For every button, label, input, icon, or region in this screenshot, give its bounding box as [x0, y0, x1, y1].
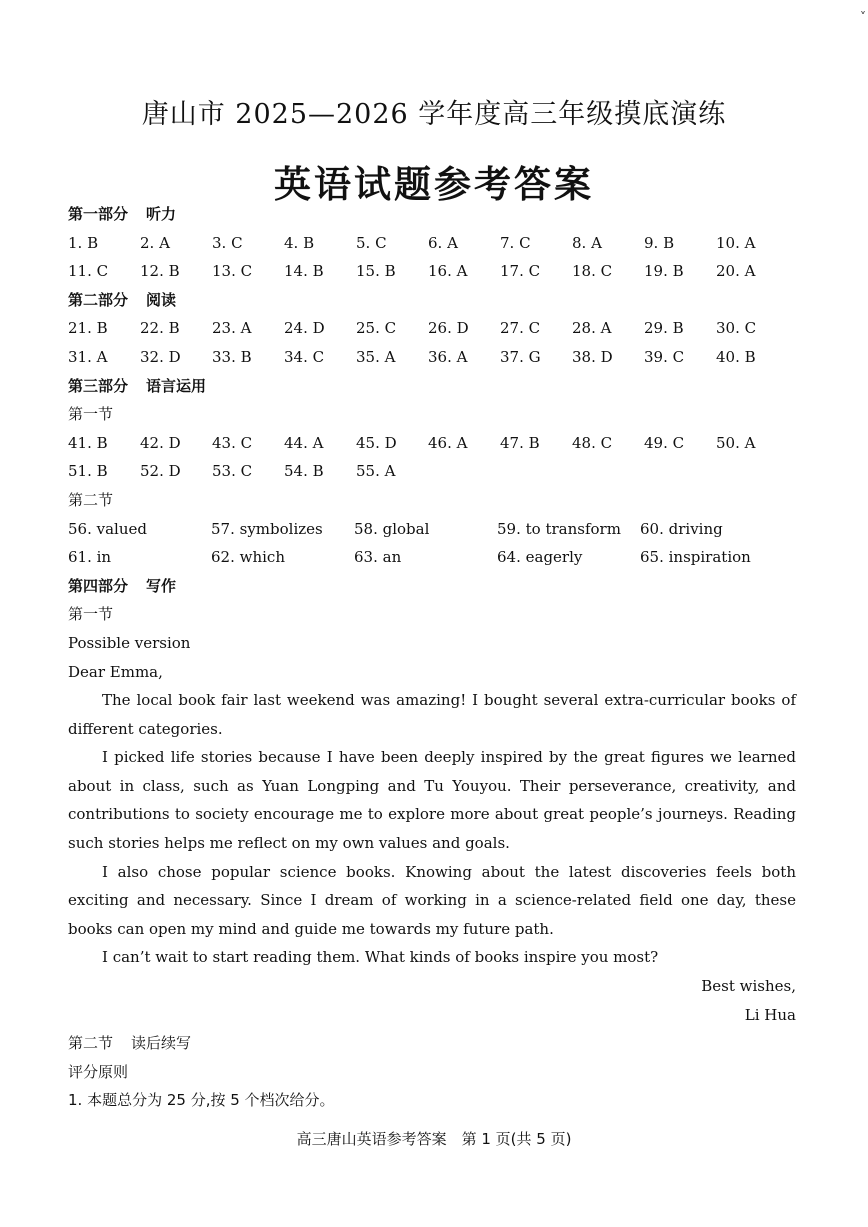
part2-answers-row-2 [68, 343, 796, 372]
scoring-criteria-item-1: 1. 本题总分为 25 分,按 5 个档次给分。 [68, 1091, 335, 1110]
answer-item: 13. C [212, 262, 253, 281]
answer-item: 18. C [572, 262, 613, 281]
part3-answers-row-2 [68, 457, 796, 486]
part1-answers-row-1 [68, 229, 796, 258]
answer-item: 32. D [140, 347, 181, 366]
answer-item: 36. A [428, 347, 468, 366]
answer-item: 25. C [356, 319, 397, 338]
answer-item: 7. C [500, 233, 531, 252]
part1-answers-row-2 [68, 257, 796, 286]
letter-closing: Best wishes, [701, 977, 796, 996]
answer-item: 45. D [356, 433, 397, 452]
answer-item: 41. B [68, 433, 108, 452]
part2-heading: 第二部分 阅读 [68, 290, 177, 309]
fill-answer-item: 58. global [354, 519, 430, 538]
answer-item: 11. C [68, 262, 109, 281]
answer-item: 2. A [140, 233, 170, 252]
fill-answer-item: 59. to transform [497, 519, 621, 538]
answer-item: 8. A [572, 233, 602, 252]
part4-section2-heading: 第二节 读后续写 [68, 1034, 192, 1053]
answer-item: 42. D [140, 433, 181, 452]
answer-item: 52. D [140, 462, 181, 481]
answer-item: 50. A [716, 433, 756, 452]
answer-item: 39. C [644, 347, 685, 366]
answer-item: 43. C [212, 433, 253, 452]
answer-item: 53. C [212, 462, 253, 481]
answer-item: 19. B [644, 262, 684, 281]
answer-item: 9. B [644, 233, 675, 252]
letter-signature: Li Hua [744, 1005, 796, 1024]
answer-item: 20. A [716, 262, 756, 281]
answer-item: 22. B [140, 319, 180, 338]
letter-paragraph-3: I also chose popular science books. Knowing about the latest discoveries feels both exciting and necessary. Since I dream of working in a science-related field one day, these books can open my mind and guide me towards my future path. [68, 862, 796, 938]
fill-answer-item: 60. driving [640, 519, 723, 538]
answer-item: 40. B [716, 347, 756, 366]
answer-item: 15. B [356, 262, 396, 281]
answer-item: 46. A [428, 433, 468, 452]
answer-item: 16. A [428, 262, 468, 281]
part3-fill-row-1 [68, 515, 796, 544]
fill-answer-item: 65. inspiration [640, 548, 751, 567]
answer-item: 26. D [428, 319, 469, 338]
answer-item: 49. C [644, 433, 685, 452]
corner-mark: ˅ [860, 10, 866, 24]
letter-paragraph-2: I picked life stories because I have been deeply inspired by the great figures we learned about in class, such as Yuan Longping and Tu Youyou. Their perseverance, creativity, and contributions to society encourage me to explore more about great people’s journeys. Reading such stories helps me reflect on my own values and goals. [68, 748, 796, 853]
fill-answer-item: 62. which [211, 548, 285, 567]
part3-section2-heading: 第二节 [68, 490, 114, 509]
answer-item: 28. A [572, 319, 612, 338]
answer-item: 27. C [500, 319, 541, 338]
answer-item: 38. D [572, 347, 613, 366]
answer-item: 3. C [212, 233, 243, 252]
fill-answer-item: 64. eagerly [497, 548, 583, 567]
part1-heading: 第一部分 听力 [68, 205, 177, 223]
answer-item: 54. B [284, 462, 324, 481]
answer-item: 24. D [284, 319, 325, 338]
answer-item: 23. A [212, 319, 252, 338]
answer-item: 12. B [140, 262, 180, 281]
answer-item: 51. B [68, 462, 108, 481]
answer-item: 1. B [68, 233, 99, 252]
part3-fill-row-2 [68, 543, 796, 572]
answer-item: 4. B [284, 233, 315, 252]
answer-item: 55. A [356, 462, 396, 481]
letter-paragraph-1: The local book fair last weekend was amazing! I bought several extra-curricular books of different categories. [68, 691, 796, 738]
answer-item: 17. C [500, 262, 541, 281]
content [68, 200, 796, 1115]
answer-item: 6. A [428, 233, 458, 252]
answer-item: 35. A [356, 347, 396, 366]
part2-answers-row-1 [68, 314, 796, 343]
answer-item: 29. B [644, 319, 684, 338]
letter-salutation: Dear Emma, [68, 662, 163, 681]
answer-item: 30. C [716, 319, 757, 338]
page-footer: 高三唐山英语参考答案 第 1 页(共 5 页) [296, 1130, 572, 1148]
answer-item: 21. B [68, 319, 108, 338]
answer-item: 34. C [284, 347, 325, 366]
answer-item: 10. A [716, 233, 756, 252]
answer-item: 5. C [356, 233, 387, 252]
answer-item: 44. A [284, 433, 324, 452]
answer-item: 47. B [500, 433, 540, 452]
part4-heading: 第四部分 写作 [68, 576, 177, 595]
fill-answer-item: 57. symbolizes [211, 519, 323, 538]
possible-version-label: Possible version [68, 633, 191, 652]
part3-section1-heading: 第一节 [68, 405, 114, 424]
letter-paragraph-4: I can’t wait to start reading them. What kinds of books inspire you most? [102, 948, 659, 967]
answer-key-title: 英语试题参考答案 [274, 163, 594, 206]
fill-answer-item: 63. an [354, 548, 402, 567]
scoring-criteria-title: 评分原则 [68, 1062, 129, 1081]
answer-item: 33. B [212, 347, 252, 366]
fill-answer-item: 56. valued [68, 519, 147, 538]
exam-title: 唐山市 2025—2026 学年度高三年级摸底演练 [141, 99, 727, 130]
answer-item: 48. C [572, 433, 613, 452]
part4-section1-heading: 第一节 [68, 605, 114, 624]
fill-answer-item: 61. in [68, 548, 112, 567]
answer-item: 14. B [284, 262, 324, 281]
part3-heading: 第三部分 语言运用 [68, 376, 207, 395]
part3-answers-row-1 [68, 429, 796, 458]
answer-item: 31. A [68, 347, 108, 366]
answer-item: 37. G [500, 347, 541, 366]
